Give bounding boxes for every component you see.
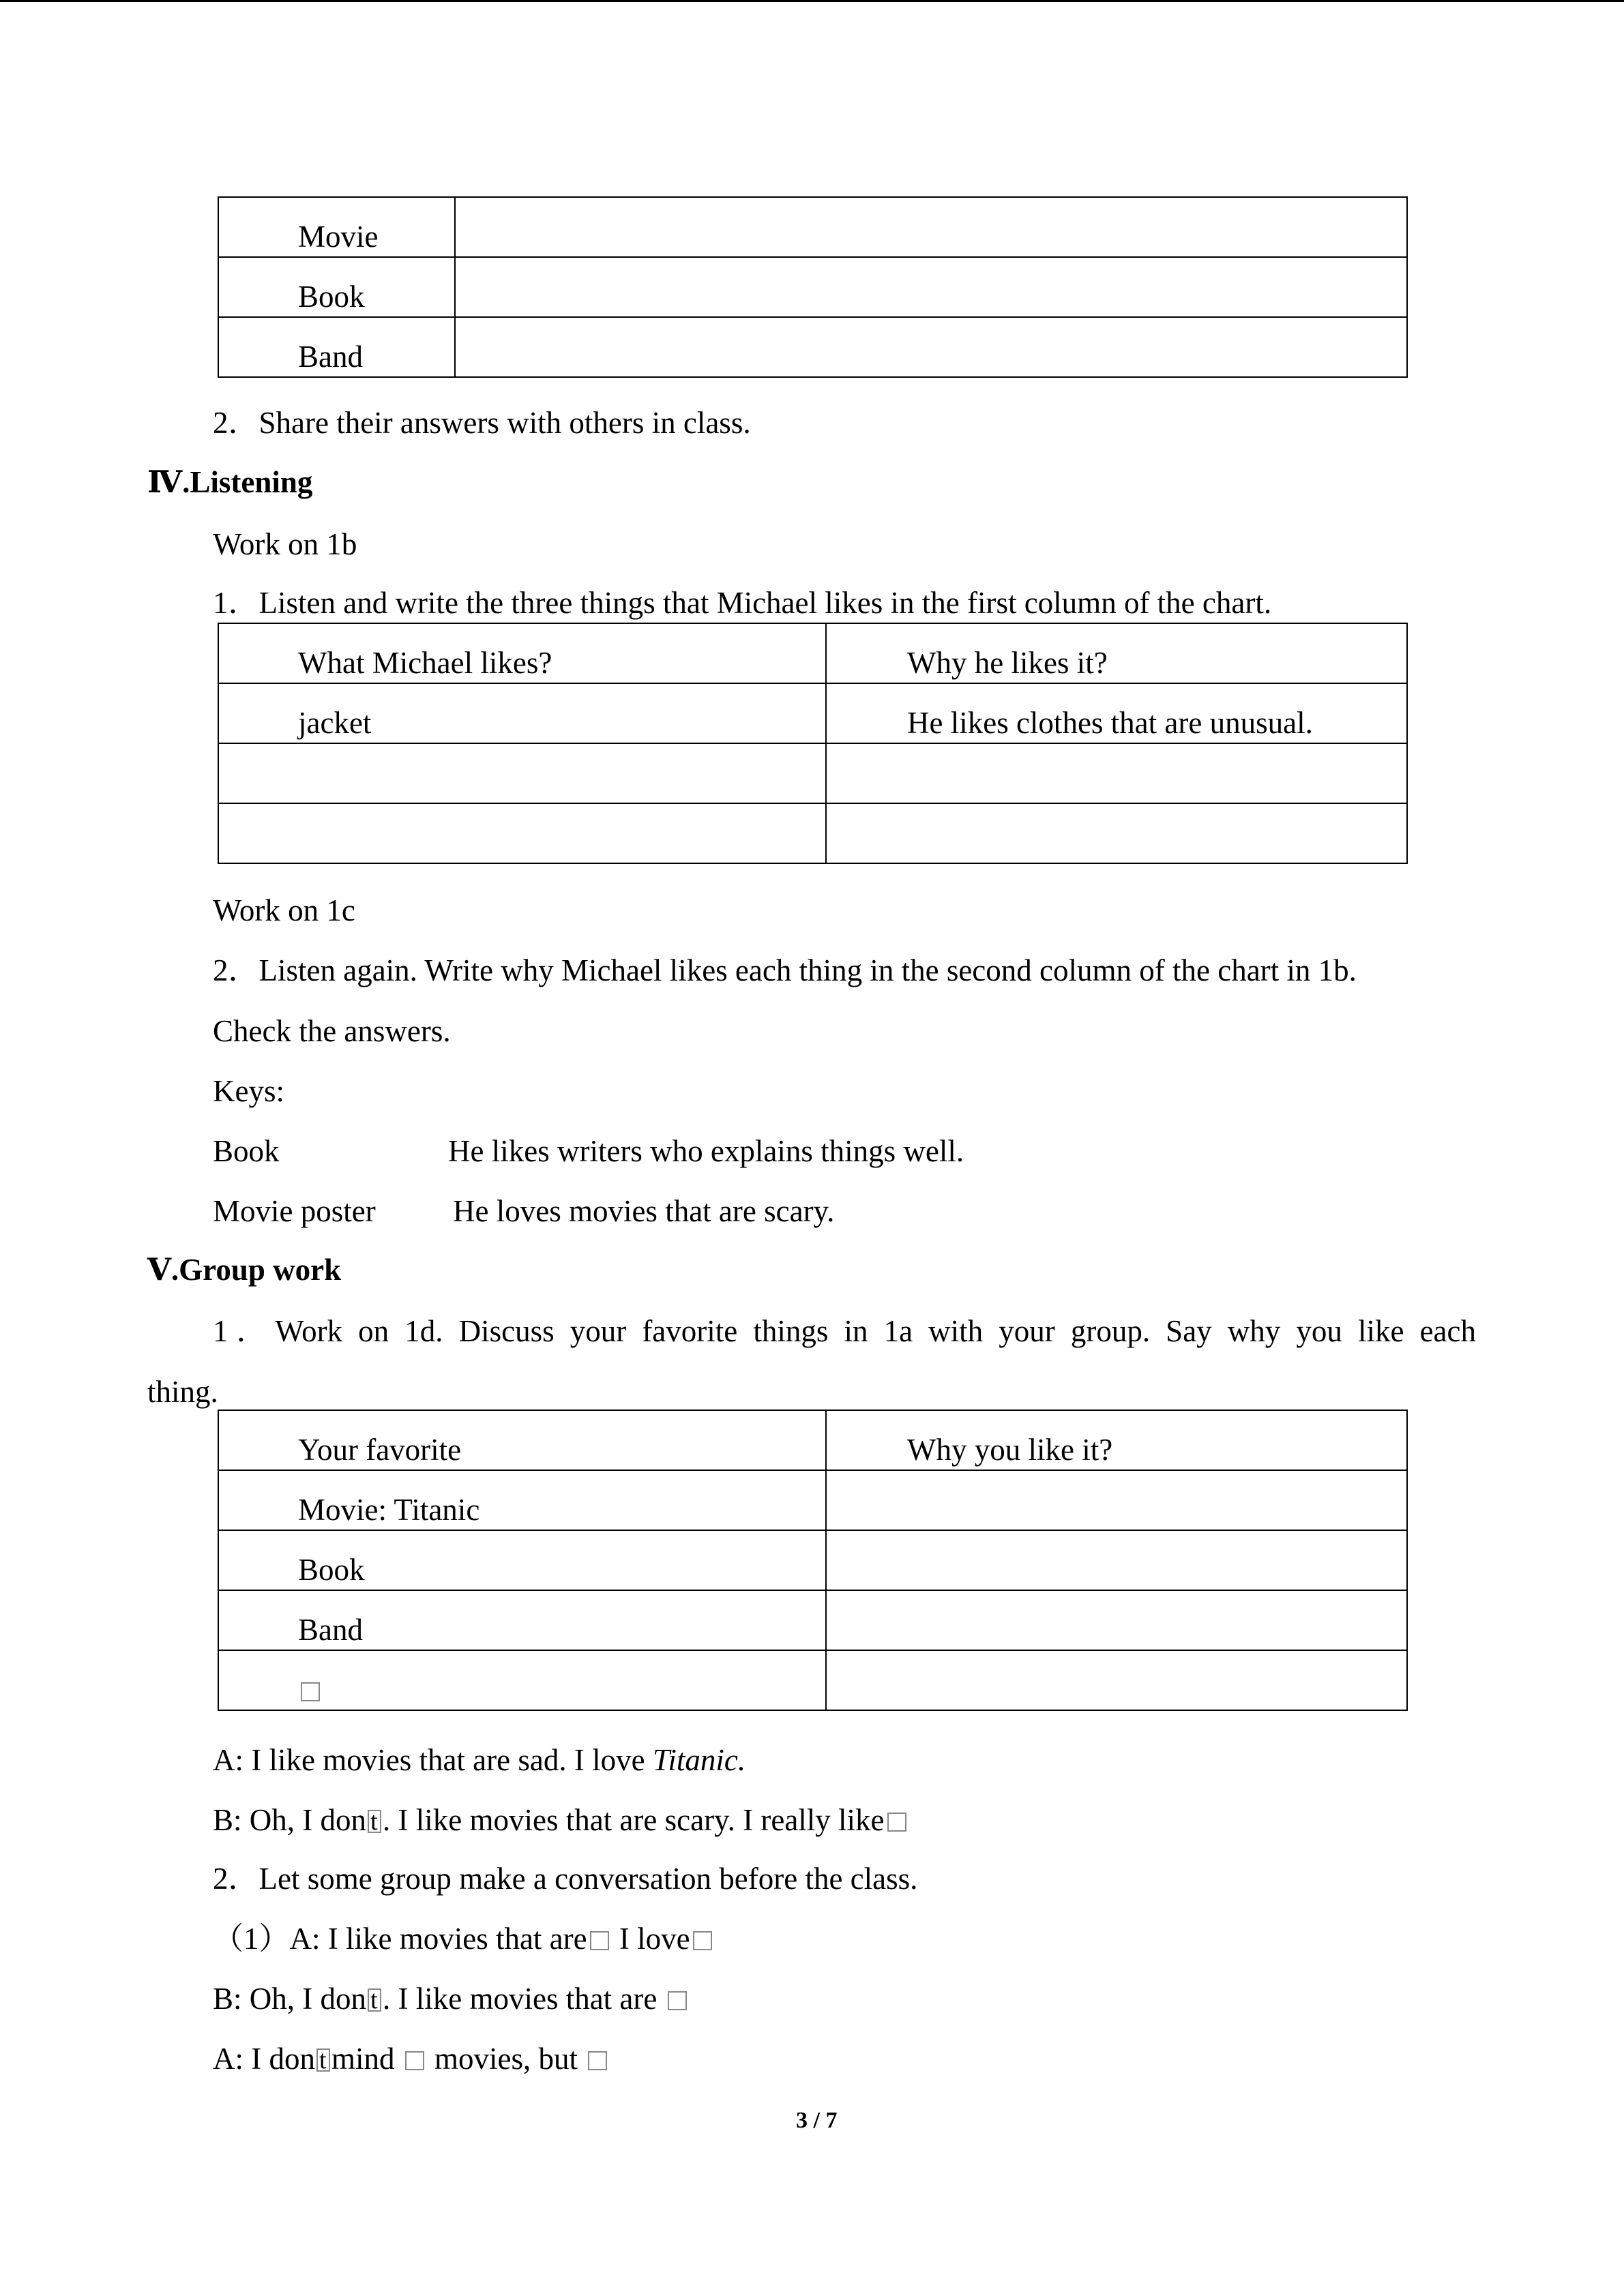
answer-cell[interactable] xyxy=(455,197,1407,257)
table-row xyxy=(218,1650,1407,1710)
section-numeral: Ⅳ. xyxy=(147,465,190,499)
group-instruction-line-2: thing. xyxy=(147,1375,218,1409)
key-item: Book xyxy=(213,1134,280,1168)
answer-cell[interactable] xyxy=(218,743,826,803)
table-row xyxy=(218,317,1407,377)
key-item: Movie poster xyxy=(213,1194,376,1228)
answer-cell[interactable] xyxy=(826,1650,1407,1710)
page-top-border xyxy=(0,0,1624,2)
dialog-line-b: B: Oh, I don t . I like movies that are scary. I really like xyxy=(213,1805,909,1836)
column-header: What Michael likes? xyxy=(298,646,552,680)
table-row xyxy=(218,1470,1407,1530)
group-instruction-line-1: 1．Work on 1d. Discuss your favorite things in 1a with your group. Say why you like each xyxy=(213,1314,1476,1348)
answer-cell[interactable] xyxy=(826,743,1407,803)
table-cell: Book xyxy=(298,280,365,314)
section-numeral: Ⅴ. xyxy=(147,1253,179,1287)
answer-cell[interactable] xyxy=(218,1650,826,1710)
section-title: Group work xyxy=(179,1253,342,1287)
missing-glyph-box: t xyxy=(316,2048,330,2072)
conversation-instruction: 2．Let some group make a conversation before the class. xyxy=(213,1862,918,1896)
listen-instruction-1: 1．Listen and write the three things that Michael likes in the first column of the chart. xyxy=(213,586,1272,620)
section-heading-group-work xyxy=(147,1255,341,1285)
answer-cell[interactable] xyxy=(218,803,826,863)
blank-box xyxy=(405,2051,424,2070)
missing-glyph-box: t xyxy=(368,1810,381,1833)
table-row xyxy=(218,1530,1407,1590)
column-header: Why he likes it? xyxy=(907,646,1108,680)
answer-cell[interactable] xyxy=(455,317,1407,377)
table-row xyxy=(218,743,1407,803)
table-row xyxy=(218,197,1407,257)
blank-box xyxy=(887,1813,906,1832)
dialog-line-a: A: I like movies that are sad. I love Titanic. xyxy=(213,1743,746,1777)
listen-instruction-2: 2．Listen again. Write why Michael likes each thing in the second column of the chart in 1b. xyxy=(213,953,1357,987)
blank-box xyxy=(588,2051,607,2070)
check-answers: Check the answers. xyxy=(213,1014,451,1048)
keys-label: Keys: xyxy=(213,1074,284,1108)
your-favorites-table xyxy=(218,1410,1408,1711)
table-cell: Movie: Titanic xyxy=(298,1493,480,1527)
blank-box xyxy=(590,1931,609,1950)
answer-cell[interactable] xyxy=(826,803,1407,863)
missing-glyph-box: t xyxy=(368,1988,381,2012)
table-row xyxy=(218,1590,1407,1650)
table-cell: Band xyxy=(298,1613,363,1647)
section-title: Listening xyxy=(190,465,313,499)
work-on-1c: Work on 1c xyxy=(213,893,355,927)
work-on-1b: Work on 1b xyxy=(213,527,357,561)
answer-cell[interactable] xyxy=(826,1470,1407,1530)
blank-box xyxy=(693,1931,712,1950)
table-row xyxy=(218,683,1407,743)
table-cell: Band xyxy=(298,340,363,374)
table-cell: jacket xyxy=(298,706,372,740)
movie-title: Titanic. xyxy=(652,1743,746,1777)
favorites-table-1 xyxy=(218,196,1408,378)
key-reason: He loves movies that are scary. xyxy=(453,1194,835,1228)
table-cell: Book xyxy=(298,1553,365,1587)
table-header-row xyxy=(218,1410,1407,1470)
section-heading-listening xyxy=(147,467,312,498)
conversation-line-3: A: I don t mind movies, but xyxy=(213,2044,610,2074)
table-row xyxy=(218,257,1407,317)
answer-cell[interactable] xyxy=(455,257,1407,317)
conversation-line-2: B: Oh, I don t . I like movies that are xyxy=(213,1984,690,2014)
table-header-row xyxy=(218,623,1407,683)
conversation-line-1: （1）A: I like movies that are I love xyxy=(213,1924,715,1954)
answer-cell[interactable] xyxy=(826,1590,1407,1650)
key-reason: He likes writers who explains things well. xyxy=(448,1134,964,1168)
table-cell: He likes clothes that are unusual. xyxy=(907,706,1313,740)
table-cell: Movie xyxy=(298,220,379,254)
column-header: Why you like it? xyxy=(907,1433,1113,1467)
answer-cell[interactable] xyxy=(826,1530,1407,1590)
blank-box xyxy=(668,1991,687,2010)
michael-likes-table xyxy=(218,623,1408,864)
column-header: Your favorite xyxy=(298,1433,462,1467)
page-number: 3 / 7 xyxy=(796,2108,838,2133)
share-instruction: 2．Share their answers with others in class. xyxy=(213,406,751,440)
table-row xyxy=(218,803,1407,863)
blank-box xyxy=(301,1682,320,1701)
